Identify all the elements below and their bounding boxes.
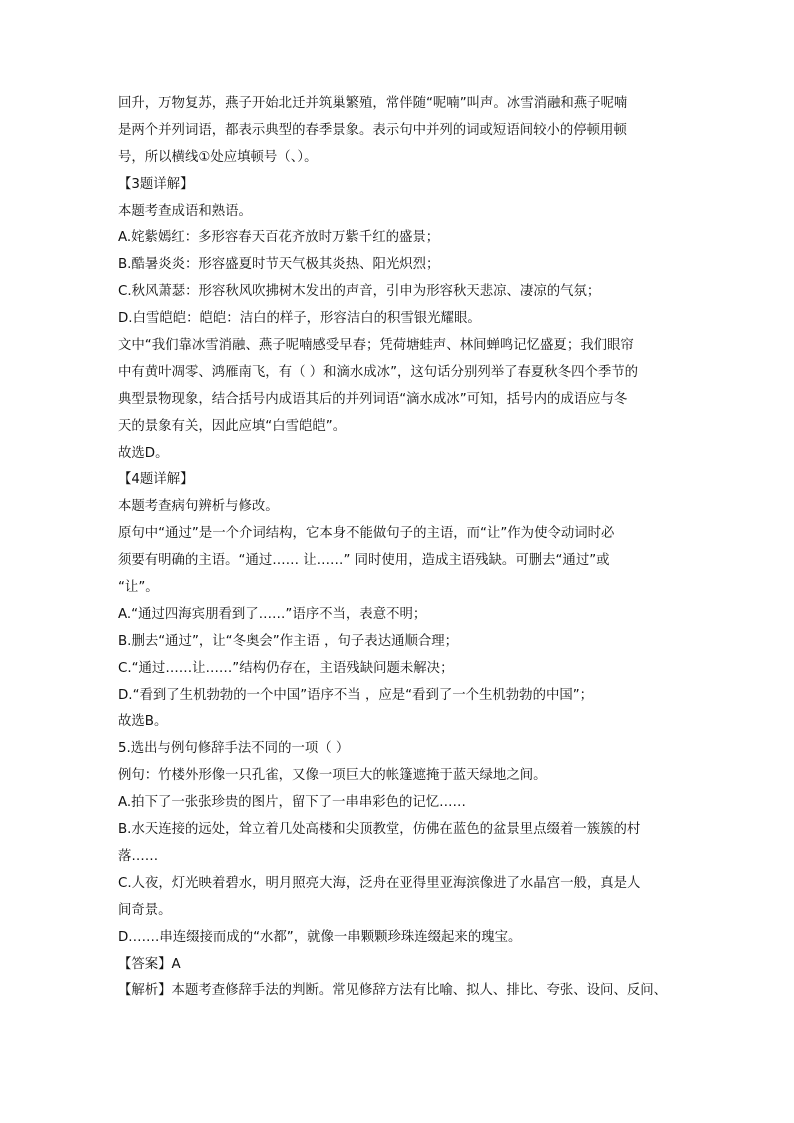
text-line: 文中“我们靠冰雪消融、燕子呢喃感受早春；凭荷塘蛙声、林间蝉鸣记忆盛夏；我们眼帘 [118, 338, 634, 354]
option-line: C.“通过……让……”结构仍存在，主语残缺问题未解决； [118, 660, 454, 676]
option-line: A.“通过四海宾朋看到了……”语序不当，表意不明； [118, 606, 427, 622]
option-line: C.人夜，灯光映着碧水，明月照亮大海，泛舟在亚得里亚海滨像进了水晶宫一般，真是人 [118, 875, 641, 891]
text-line: “让”。 [118, 580, 159, 596]
answer-heading: 【答案】A [118, 956, 181, 972]
option-line: B.酷暑炎炎：形容盛夏时节天气极其炎热、阳光炽烈； [118, 257, 440, 273]
text-line: 须要有明确的主语。“通过…… 让……” 同时使用，造成主语残缺。可删去“通过”或 [118, 553, 610, 569]
option-line: D.……串连缀接而成的“水都”，就像一串颗颗珍珠连缀起来的瑰宝。 [118, 929, 522, 945]
analysis-line: 【解析】本题考查修辞手法的判断。常见修辞方法有比喻、拟人、排比、夸张、设问、反问、 [118, 983, 668, 999]
text-line: 中有黄叶凋零、鸿雁南飞，有（ ）和滴水成冰”，这句话分别列举了春夏秋冬四个季节的 [118, 364, 639, 380]
section-heading: 【4题详解】 [118, 472, 194, 488]
option-line: B.删去“通过”，让“冬奥会”作主语 ，句子表达通顺合理； [118, 633, 459, 649]
section-heading: 【3题详解】 [118, 176, 194, 192]
option-line: C.秋风萧瑟：形容秋风吹拂树木发出的声音，引申为形容秋天悲凉、凄凉的气氛； [118, 284, 601, 300]
option-line: 落…… [118, 848, 159, 864]
answer-line: 故选B。 [118, 714, 168, 730]
text-line: 是两个并列词语，都表示典型的春季景象。表示句中并列的词或短语间较小的停顿用顿 [118, 122, 627, 138]
option-line: D.“看到了生机勃勃的一个中国”语序不当 ，应是“看到了一个生机勃勃的中国”； [118, 687, 594, 703]
option-line: A.拍下了一张张珍贵的图片，留下了一串串彩色的记忆…… [118, 795, 466, 811]
text-line: 天的景象有关，因此应填“白雪皑皑”。 [118, 418, 347, 434]
text-line: 原句中“通过”是一个介词结构，它本身不能做句子的主语，而“让”作为使令动词时必 [118, 526, 615, 542]
text-line: 本题考查成语和熟语。 [118, 203, 252, 219]
answer-line: 故选D。 [118, 445, 169, 461]
text-line: 本题考查病句辨析与修改。 [118, 499, 279, 515]
document-body [118, 91, 683, 1005]
text-line: 典型景物现象，结合括号内成语其后的并列词语“滴水成冰”可知，括号内的成语应与冬 [118, 391, 628, 407]
option-line: A.姹紫嫣红：多形容春天百花齐放时万紫千红的盛景； [118, 230, 440, 246]
text-line: 回升，万物复苏，燕子开始北迁并筑巢繁殖，常伴随“呢喃”叫声。冰雪消融和燕子呢喃 [118, 96, 628, 111]
option-line: D.白雪皑皑：皑皑：洁白的样子，形容洁白的积雪银光耀眼。 [118, 311, 481, 327]
text-line: 号，所以横线①处应填顿号（、）。 [118, 149, 318, 165]
option-line: 间奇景。 [118, 902, 172, 918]
option-line: B.水天连接的远处，耸立着几处高楼和尖顶教堂，仿佛在蓝色的盆景里点缀着一簇簇的村 [118, 822, 641, 838]
example-line: 例句：竹楼外形像一只孔雀，又像一项巨大的帐篷遮掩于蓝天绿地之间。 [118, 768, 547, 784]
question-line: 5.选出与例句修辞手法不同的一项（ ） [118, 741, 350, 757]
